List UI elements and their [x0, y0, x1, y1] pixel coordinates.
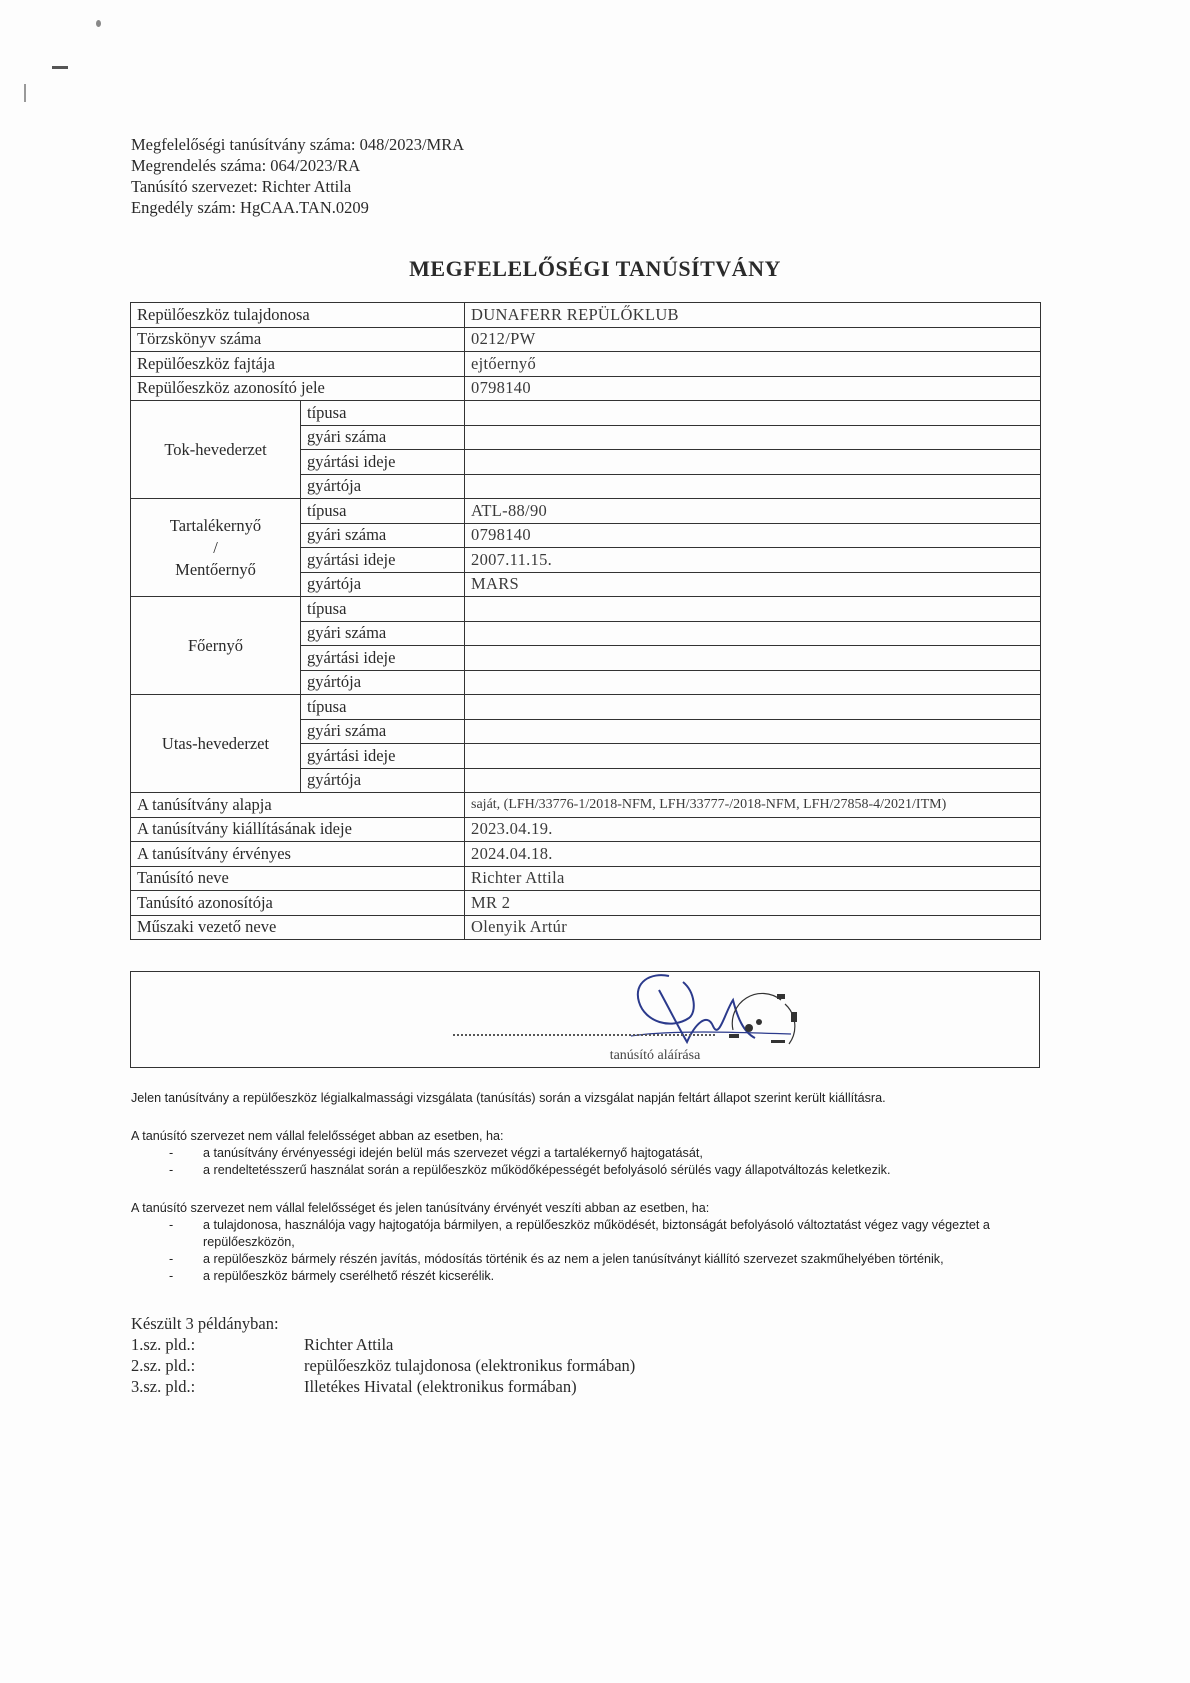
header-block: [131, 134, 464, 218]
list-item-text: a tanúsítvány érvényességi idején belül más szervezet végzi a tartalékernyő hajtogatását,: [203, 1146, 703, 1160]
table-row: [131, 793, 1041, 818]
reserve-type-value: ATL-88/90: [465, 499, 1041, 524]
table-row: [131, 695, 1041, 720]
owner-value: DUNAFERR REPÜLŐKLUB: [465, 303, 1041, 328]
harness-type-value: [465, 401, 1041, 426]
reserve-group-label: [131, 499, 301, 597]
harness-group-label: Tok-hevederzet: [131, 401, 301, 499]
list-item: [131, 1376, 635, 1397]
table-row: [131, 303, 1041, 328]
reserve-label-line: Mentőernyő: [175, 559, 256, 579]
list-item: [131, 1334, 635, 1355]
reserve-date-value: 2007.11.15.: [465, 548, 1041, 573]
list-item: - a repülőeszköz bármely részén javítás, módosítás történik és az nem a jelen tanúsítványt kiállító szervezet szakműhelyében történik,: [169, 1252, 944, 1266]
copy-number: 3.sz. pld.:: [131, 1377, 196, 1396]
main-canopy-group-label: Főernyő: [131, 597, 301, 695]
table-row: [131, 817, 1041, 842]
statement-paragraph: Jelen tanúsítvány a repülőeszköz légialkalmassági vizsgálata (tanúsítás) során a vizsgálat napján feltárt állapot szerint került kiállításra.: [131, 1091, 886, 1105]
list-item: - a tulajdonosa, használója vagy hajtogatója bármilyen, a repülőeszköz működését, biztonságát befolyásoló változtatást végez vagy végeztet a repülőeszközön,: [169, 1218, 990, 1249]
harness-date-value: [465, 450, 1041, 475]
table-row: [131, 891, 1041, 916]
field-label: típusa: [301, 401, 465, 426]
row-label: Tanúsító azonosítója: [131, 891, 465, 916]
table-row: [131, 499, 1041, 524]
row-label: A tanúsítvány kiállításának ideje: [131, 817, 465, 842]
list-item: - a tanúsítvány érvényességi idején belül más szervezet végzi a tartalékernyő hajtogatását,: [169, 1146, 703, 1160]
table-row: [131, 842, 1041, 867]
field-label: gyártási ideje: [301, 744, 465, 769]
row-label: A tanúsítvány érvényes: [131, 842, 465, 867]
field-label: gyártási ideje: [301, 548, 465, 573]
liability-intro: A tanúsító szervezet nem vállal felelősséget abban az esetben, ha:: [131, 1129, 504, 1143]
scan-speck: [24, 84, 26, 102]
field-label: gyártója: [301, 572, 465, 597]
liability-intro: A tanúsító szervezet nem vállal felelősséget és jelen tanúsítvány érvényét veszíti abban az esetben, ha:: [131, 1201, 710, 1215]
liability-section-2: [131, 1200, 1051, 1285]
copy-recipient: Richter Attila: [304, 1335, 394, 1354]
list-item: [131, 1355, 635, 1376]
table-row: [131, 376, 1041, 401]
copy-number: 1.sz. pld.:: [131, 1335, 196, 1354]
table-row: [131, 352, 1041, 377]
row-label: Tanúsító neve: [131, 866, 465, 891]
passenger-maker-value: [465, 768, 1041, 793]
certifier-name-value: Richter Attila: [465, 866, 1041, 891]
id-value: 0798140: [465, 376, 1041, 401]
harness-serial-value: [465, 425, 1041, 450]
field-label: gyártója: [301, 474, 465, 499]
main-type-value: [465, 597, 1041, 622]
basis-value: saját, (LFH/33776-1/2018-NFM, LFH/33777-/2018-NFM, LFH/27858-4/2021/ITM): [465, 793, 1041, 818]
field-label: gyártója: [301, 670, 465, 695]
list-item-text: a rendeltetésszerű használat során a repülőeszköz működőképességét befolyásoló sérülés vagy állapotváltozás keletkezik.: [203, 1163, 891, 1177]
table-row: [131, 401, 1041, 426]
passenger-harness-group-label: Utas-hevederzet: [131, 695, 301, 793]
field-label: típusa: [301, 695, 465, 720]
reserve-serial-value: 0798140: [465, 523, 1041, 548]
certifying-organization: Tanúsító szervezet: Richter Attila: [131, 177, 352, 196]
row-label: Repülőeszköz azonosító jele: [131, 376, 465, 401]
signature-label: tanúsító aláírása: [609, 1048, 701, 1063]
field-label: gyártási ideje: [301, 646, 465, 671]
copy-recipient: repülőeszköz tulajdonosa (elektronikus formában): [304, 1356, 636, 1375]
list-item-text: a repülőeszköz bármely cserélhető részét kicserélik.: [203, 1269, 495, 1283]
copy-recipient: Illetékes Hivatal (elektronikus formában): [304, 1377, 577, 1396]
field-label: gyári száma: [301, 621, 465, 646]
scan-speck: [52, 66, 68, 69]
certificate-table: [130, 302, 1041, 940]
logbook-value: 0212/PW: [465, 327, 1041, 352]
field-label: gyári száma: [301, 523, 465, 548]
list-item-text: a tulajdonosa, használója vagy hajtogatója bármilyen, a repülőeszköz működését, biztonságát befolyásoló változtatást végez vagy végeztet a repülőeszközön,: [203, 1218, 990, 1249]
copies-block: [131, 1313, 635, 1397]
liability-section-1: [131, 1128, 890, 1179]
scan-speck: [96, 20, 101, 27]
field-label: gyártója: [301, 768, 465, 793]
field-label: típusa: [301, 499, 465, 524]
field-label: gyári száma: [301, 719, 465, 744]
main-serial-value: [465, 621, 1041, 646]
passenger-date-value: [465, 744, 1041, 769]
list-item-text: a repülőeszköz bármely részén javítás, módosítás történik és az nem a jelen tanúsítványt kiállító szervezet szakműhelyében történik,: [203, 1252, 944, 1266]
passenger-serial-value: [465, 719, 1041, 744]
order-number: Megrendelés száma: 064/2023/RA: [131, 156, 361, 175]
field-label: gyári száma: [301, 425, 465, 450]
signature-line: [453, 1034, 715, 1036]
signature-box: [130, 971, 1040, 1068]
reserve-label-line: /: [213, 537, 218, 557]
passenger-type-value: [465, 695, 1041, 720]
reserve-label-line: Tartalékernyő: [169, 515, 262, 535]
reserve-maker-value: MARS: [465, 572, 1041, 597]
list-item: - a repülőeszköz bármely cserélhető részét kicserélik.: [169, 1269, 495, 1283]
page-title: MEGFELELŐSÉGI TANÚSÍTVÁNY: [409, 256, 781, 281]
table-row: [131, 327, 1041, 352]
table-row: [131, 866, 1041, 891]
kind-value: ejtőernyő: [465, 352, 1041, 377]
license-number: Engedély szám: HgCAA.TAN.0209: [131, 198, 369, 217]
list-item: - a rendeltetésszerű használat során a repülőeszköz működőképességét befolyásoló sérülés vagy állapotváltozás keletkezik.: [169, 1163, 891, 1177]
table-row: [131, 915, 1041, 940]
harness-maker-value: [465, 474, 1041, 499]
technical-manager-value: Olenyik Artúr: [465, 915, 1041, 940]
row-label: A tanúsítvány alapja: [131, 793, 465, 818]
certificate-number: Megfelelőségi tanúsítvány száma: 048/2023/MRA: [131, 135, 465, 154]
table-row: [131, 597, 1041, 622]
field-label: gyártási ideje: [301, 450, 465, 475]
main-date-value: [465, 646, 1041, 671]
main-maker-value: [465, 670, 1041, 695]
row-label: Törzskönyv száma: [131, 327, 465, 352]
row-label: Repülőeszköz tulajdonosa: [131, 303, 465, 328]
certifier-id-value: MR 2: [465, 891, 1041, 916]
row-label: Műszaki vezető neve: [131, 915, 465, 940]
field-label: típusa: [301, 597, 465, 622]
row-label: Repülőeszköz fajtája: [131, 352, 465, 377]
copy-number: 2.sz. pld.:: [131, 1356, 196, 1375]
valid-until-value: 2024.04.18.: [465, 842, 1041, 867]
copies-intro: Készült 3 példányban:: [131, 1314, 279, 1333]
issue-date-value: 2023.04.19.: [465, 817, 1041, 842]
